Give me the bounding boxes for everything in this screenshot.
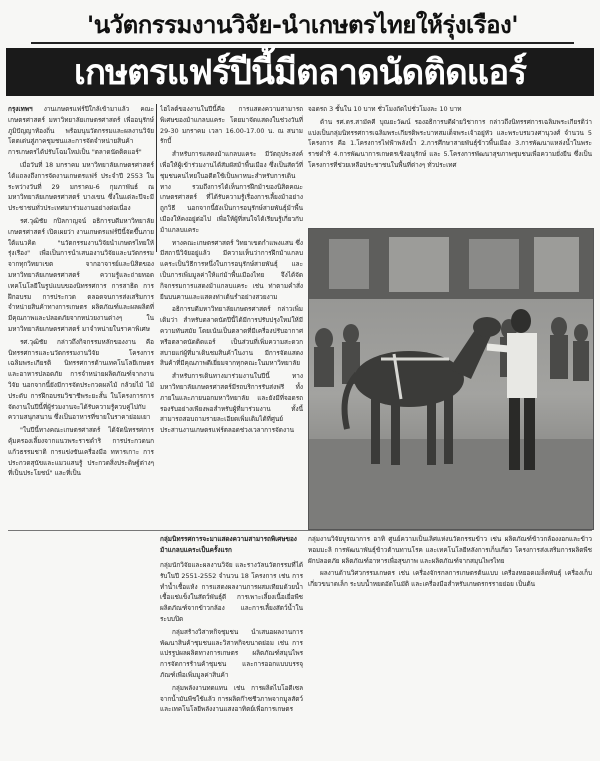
article-paragraph: ผลงานด้านวิศวกรรมเกษตร เช่น เครื่องจักรกลการเกษตรต้นแบบ เครื่องหยอดเมล็ดพันธุ์ เครื่องเก็บเกี่ยวขนาดเล็ก ระบบน้ำหยดอัตโนมัติ และเครื่องมือสำหรับเกษตรกรรายย่อย เป็นต้น: [308, 569, 592, 589]
column-rule: [156, 104, 157, 252]
article-paragraph: "ในปีนี้ทางคณะเกษตรศาสตร์ ได้จัดนิทรรศการคุ้มครองเลี้ยงจากแนวพระราชดำริ การประกวดนกแก้วธรรมชาติ การแข่งขันเครื่องมือ ทหารเกาะ การประกวดสุนัขและแมวแสนรู้ ประกวดสิ่งประดิษฐ์ต่างๆ ที่เป็นประโยชน์" และที่เป็น: [8, 426, 154, 478]
article-paragraph: จอดรถ 3 ชั้นใน 10 บาท ชั่วโมงถัดไปชั่วโมงละ 10 บาท: [308, 105, 462, 113]
article-paragraph: สำหรับการเดินทางมาร่วมงานในปีนี้ ทางมหาวิทยาลัยเกษตรศาสตร์มีรถบริการรับส่งฟรี ทั้งภายในและภายนอกมหาวิทยาลัย และยังมีที่จอดรถรองรับอย่างเพียงพอสำหรับผู้ที่มาร่วมงาน ทั้งนี้สามารถสอบถามรายละเอียดเพิ่มเติมได้ที่ศูนย์ประสานงานเกษตรแฟร์ตลอดช่วงเวลาการจัดงาน: [160, 372, 303, 435]
article-paragraph: อธิการบดีมหาวิทยาลัยเกษตรศาสตร์ กล่าวเพิ่มเติมว่า สำหรับตลาดนัดปีนี้ได้มีการปรับปรุงใหม่ให้มีความทันสมัย โดยเน้นเป็นตลาดที่มีเครื่องปรับอากาศหรือตลาดนัดติดแอร์ เป็นส่วนที่เพิ่มความสะดวกสบายแก่ผู้ที่มาเดินชมสินค้าในงาน มีการจัดแสดงสินค้าที่มีคุณภาพดีเยี่ยมจากทุกคณะในมหาวิทยาลัย: [160, 305, 303, 368]
article-paragraph: รศ.วุฒิชัย กปิลกาญจน์ อธิการบดีมหาวิทยาลัยเกษตรศาสตร์ เปิดเผยว่า งานเกษตรแฟร์ปีนี้จัดขึ้นภายใต้แนวคิด "นวัตกรรมงานวิจัยนำเกษตรไทยให้รุ่งเรือง" เพื่อเป็นการนำเสนองานวิจัยและนวัตกรรม จากทุกวิทยาเขต จากอาจารย์และนิสิตของมหาวิทยาลัยเกษตรศาสตร์ ความรู้และถ่ายทอดเทคโนโลยีในรูปแบบของนิทรรศการ การสาธิต การฝึกอบรม การประกวด ตลอดจนการส่งเสริมการจำหน่ายสินค้าทางการเกษตร ผลิตภัณฑ์และผลผลิตที่มีคุณภาพและปลอดภัยจากหน่วยงานต่างๆ ในมหาวิทยาลัยเกษตรศาสตร์ มาจำหน่ายในราคาพิเศษ: [8, 216, 154, 333]
pony-show-photo: [309, 229, 593, 529]
article-paragraph: กรุงเทพฯ งานเกษตรแฟร์ปีใกล้เข้ามาแล้ว คณะเกษตรศาสตร์ มหาวิทยาลัยเกษตรศาสตร์ เพื่ออนุรักษ์ภูมิปัญญาท้องถิ่น พร้อมนุนวัตกรรมและผลงานวิจัยโดดเด่นสู่ภาคชุมชนและการจัดจำหน่ายสินค้าการเกษตรได้ปรับโฉมใหม่เป็น "ตลาดนัดติดแอร์": [8, 105, 154, 157]
lower-column-2: [160, 560, 303, 752]
news-photo: [308, 228, 594, 530]
kicker-text: 'นวัตกรรมงานวิจัย-นำเกษตรไทยให้รุ่งเรือง': [86, 10, 519, 39]
article-column-2: [160, 104, 303, 524]
article-paragraph: ไฮไลต์ของงานในปีนี้คือ การแสดงความสามารถพิเศษของม้าแกลบแคระ โดยมาจัดแสดงในช่วงวันที่ 29-30 มกราคม เวลา 16.00-17.00 น. ณ สนามรักบี้: [160, 105, 303, 146]
section-rule: [8, 530, 592, 531]
article-paragraph: สำหรับการแสดงม้าแกลบแคระ มีวัตถุประสงค์เพื่อให้ผู้เข้าร่วมงานได้สัมผัสม้าพื้นเมือง ซึ่งเป็นสัตว์ที่ชุมชนคนไทยในอดีตใช้เป็นพาหนะสำหรับการเดินทาง รวมถึงการได้เห็นการฝึกม้าของนิสิตคณะเกษตรศาสตร์ ที่ได้รับความรู้เรื่องการเลี้ยงม้าอย่างถูกวิธี นอกจากนี้ยังเป็นการอนุรักษ์สายพันธุ์ม้าพื้นเมืองให้คงอยู่ต่อไป เพื่อให้ผู้ที่สนใจได้เรียนรู้เกี่ยวกับม้าแกลบแคระ: [160, 150, 303, 234]
article-paragraph: กลุ่มงานวิจัยบูรณาการ อาทิ ศูนย์ความเป็นเลิศแห่งนวัตกรรมข้าว เช่น ผลิตภัณฑ์ข้าวกล้องงอกและข้าวหอมมะลิ การพัฒนาพันธุ์ข้าวต้านทานโรค และเทคโนโลยีหลังการเก็บเกี่ยว โครงการส่งเสริมการผลิตพืชผักปลอดภัย ผลิตภัณฑ์อาหารเพื่อสุขภาพ และผลิตภัณฑ์จากสมุนไพรไทย: [308, 535, 592, 565]
headline-banner: [6, 48, 594, 96]
article-paragraph: กลุ่มพลังงานทดแทน เช่น การผลิตไบโอดีเซลจากน้ำมันพืชใช้แล้ว การผลิตก๊าซชีวภาพจากมูลสัตว์ และเทคโนโลยีพลังงานแสงอาทิตย์เพื่อการเกษตร: [160, 683, 303, 714]
headline-text: เกษตรแฟร์ปีนี้มีตลาดนัดติดแอร์: [73, 52, 527, 93]
article-paragraph: รศ.วุฒิชัย กล่าวถึงกิจกรรมหลักของงาน คือ นิทรรศการและนวัตกรรมงานวิจัย โครงการเฉลิมพระเกียรติ นิทรรศการด้านเทคโนโลยีเกษตร และอาหารปลอดภัย การจำหน่ายผลิตภัณฑ์จากงานวิจัย นอกจากนี้ยังมีการจัดประกวดผลไม้ กล้วยไม้ ไม้ประดับ การฝึกอบรมวิชาชีพระยะสั้น ในโครงการการจัดงานในปีนี้ที่ผู้ร่วมงานจะได้รับความรู้ควบคู่ไปกับความสนุกสนาน ซึ่งเป็นอาหารที่ขายในราคาย่อมเยา: [8, 337, 154, 422]
article-paragraph: กลุ่มนักวิจัยและผลงานวิจัย และรางวัลนวัตกรรมที่ได้รับในปี 2551-2552 จำนวน 18 โครงการ เช่น การทำน้ำเชื้อแห้ง การแสดงผลงานการผสมเทียมด้วยน้ำเชื้อแช่แข็งในสัตว์พันธุ์ดี การเพาะเลี้ยงเนื้อเยื่อพืช ผลิตภัณฑ์จากข้าวกล้อง และการเลี้ยงสัตว์น้ำในระบบปิด: [160, 561, 303, 623]
article-column-1: [8, 104, 154, 752]
article-paragraph: ทางคณะเกษตรศาสตร์ วิทยาเขตกำแพงแสน ซึ่งมีสถานีวิจัยอยู่แล้ว มีความเห็นว่าการฝึกม้าแกลบแคระเป็นวิธีการหนึ่งในการอนุรักษ์สายพันธุ์ และเป็นการเพิ่มมูลค่าให้แก่ม้าพื้นเมืองไทย จึงได้จัดกิจกรรมการแสดงม้าแกลบแคระ เช่น ท่าตามคำสั่ง ยืนบนคานและแสดงท่าเต้นรำอย่างสวยงาม: [160, 238, 303, 301]
photo-caption: กลุ่มนิทรรศการจะมาแสดงความสามารถพิเศษของม้าแกลบแคระเป็นครั้งแรก: [160, 535, 297, 554]
article-paragraph: ด้าน รศ.ดร.สามัคคี บุณยะวัฒน์ รองอธิการบดีฝ่ายวิชาการ กล่าวถึงนิทรรศการเฉลิมพระเกียรติว่า แบ่งเป็นกลุ่มนิทรรศการเฉลิมพระเกียรติพระบาทสมเด็จพระเจ้าอยู่หัว และพระบรมวงศานุวงศ์ จำนวน 5 โครงการ คือ 1.โครงการไฟฟ้าพลังน้ำ 2.การศึกษาสายพันธุ์ข้าวพื้นเมือง 3.การพัฒนาแหล่งน้ำในพระราชดำริ 4.การพัฒนาการเกษตรเชิงอนุรักษ์ และ 5.โครงการพัฒนาสุขภาพชุมชนเพื่อความยั่งยืน ซึ่งเป็นโครงการที่ช่วยเหลือประชาชนในพื้นที่ต่างๆ ทั่วประเทศ: [308, 117, 592, 169]
article-column-3: [308, 104, 592, 224]
article-paragraph: เมื่อวันที่ 18 มกราคม มหาวิทยาลัยเกษตรศาสตร์ ได้แถลงถึงการจัดงานเกษตรแฟร์ ประจำปี 2553 ในระหว่างวันที่ 29 มกราคม-6 กุมภาพันธ์ ณ มหาวิทยาลัยเกษตรศาสตร์ บางเขน ซึ่งในแต่ละปีจะมีประชาชนทั่วประเทศมาร่วมงานอย่างต่อเนื่อง: [8, 160, 154, 213]
article-paragraph: กลุ่มสร้างวิสาหกิจชุมชน นำเสนอผลงานการพัฒนาสินค้าชุมชนและวิสาหกิจขนาดย่อม เช่น การแปรรูปผลผลิตทางการเกษตร ผลิตภัณฑ์สมุนไพร การจัดการร้านค้าชุมชน และการออกแบบบรรจุภัณฑ์เพื่อเพิ่มมูลค่าสินค้า: [160, 627, 303, 679]
kicker-banner: [31, 6, 574, 44]
dateline: กรุงเทพฯ: [8, 105, 33, 113]
lower-column-3: [308, 534, 592, 752]
